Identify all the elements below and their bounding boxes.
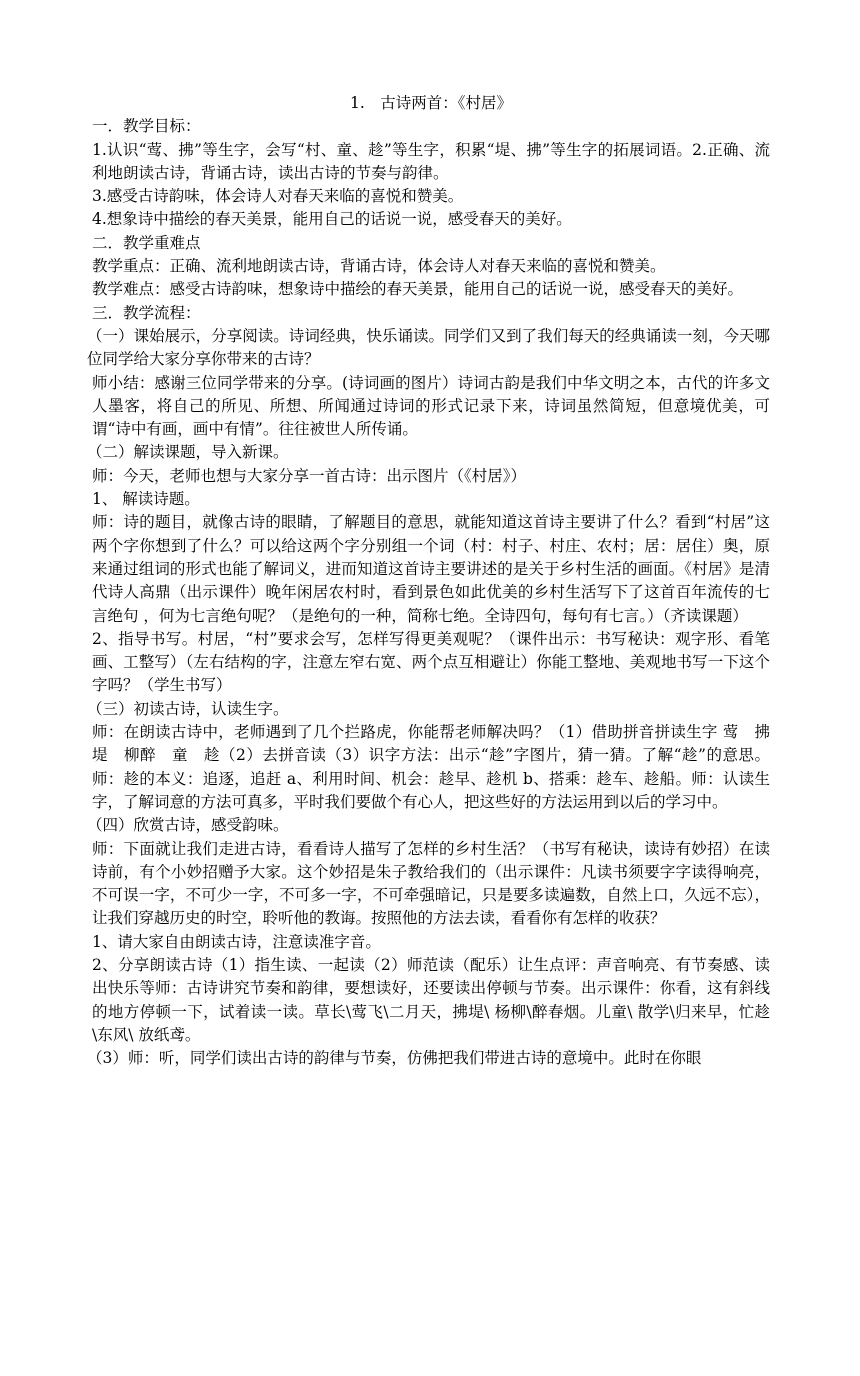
section-heading-goals: 一．教学目标： bbox=[92, 117, 201, 136]
shared-reading-paragraph: 2、分享朗读古诗（1）指生读、一起读（2）师范读（配乐）让生点评：声音响亮、有节奏感、读出快乐等师：古诗讲究节奏和韵律，要想读好，还要读出停顿与节奏。出示课件：你看，这有斜线的地方停顿一下，试着读一读。草长\莺飞\二月天，拂堤\ 杨柳\醉春烟。儿童\ 散学\归来早，忙趁\东风\ 放纸鸢。 bbox=[92, 955, 770, 1044]
poem-appreciation-paragraph: 师：下面就让我们走进古诗，看看诗人描写了怎样的乡村生活？（书写有秘诀，读诗有妙招）在读诗前，有个小妙招赠予大家。这个妙招是朱子教给我们的（出示课件：凡读书须要字字读得响亮，不可误一字，不可少一字，不可多一字，不可牵强暗记，只是要多读遍数，自然上口，久远不忘），让我们穿越历史的时空，聆听他的教诲。按照他的方法去读，看看你有怎样的收获？ bbox=[92, 839, 770, 928]
character-reading-paragraph: 师：在朗读古诗中，老师遇到了几个拦路虎，你能帮老师解决吗？（1）借助拼音拼读生字 莺 拂 堤 柳醉 童 趁（2）去拼音读（3）识字方法：出示“趁”字图片，猜一猜。了解“趁”的意思。师：趁的本义：追逐，追赶 a、利用时间、机会：趁早、趁机 b、搭乘：趁车、趁船。师：认读生字，了解词意的方法可真多，平时我们要做个有心人，把这些好的方法运用到以后的学习中。 bbox=[92, 723, 786, 811]
section-heading-process: 三．教学流程： bbox=[92, 303, 201, 322]
document-page bbox=[87, 92, 786, 1070]
process-step-1: （一）课始展示，分享阅读。诗词经典，快乐诵读。同学们又到了我们每天的经典诵读一刻，今天哪位同学给大家分享你带来的古诗？ bbox=[87, 326, 770, 369]
teacher-summary-paragraph: 师小结：感谢三位同学带来的分享。(诗词画的图片）诗词古韵是我们中华文明之本，古代的许多文人墨客，将自己的所见、所想、所闻通过诗词的形式记录下来，诗词虽然简短，但意境优美，可谓“诗中有画，画中有情”。往往被世人所传诵。 bbox=[92, 373, 770, 439]
process-step-3: （三）初读古诗，认读生字。 bbox=[87, 699, 289, 718]
title-reading-paragraph: 师：诗的题目，就像古诗的眼睛，了解题目的意思，就能知道这首诗主要讲了什么？看到“村居”这两个字你想到了什么？可以给这两个字分别组一个词（村：村子、村庄、农村；居：居住）奥，原来通过组词的形式也能了解词义，进而知道这首诗主要讲述的是关于乡村生活的画面。《村居》是清代诗人高鼎（出示课件）晚年闲居农村时，看到景色如此优美的乡村生活写下了这首百年流传的七言绝句 ，何为七言绝句呢？（是绝句的一种，简称七绝。全诗四句，每句有七言。）（齐读课题） bbox=[92, 513, 770, 625]
difficulty-paragraph: 教学难点：感受古诗韵味，想象诗中描绘的春天美景，能用自己的话说一说，感受春天的美好。 bbox=[92, 280, 744, 299]
section-heading-key-points: 二．教学重难点 bbox=[92, 233, 201, 252]
rhythm-paragraph: （3）师：听，同学们读出古诗的韵律与节奏，仿佛把我们带进古诗的意境中。此时在你眼 bbox=[87, 1049, 702, 1068]
goal-item-3: 3.感受古诗韵味，体会诗人对春天来临的喜悦和赞美。 bbox=[92, 187, 464, 206]
teacher-intro-paragraph: 师：今天，老师也想与大家分享一首古诗：出示图片（《村居》） bbox=[92, 466, 527, 485]
goal-item-1-2: 1.认识“莺、拂”等生字，会写“村、童、趁”等生字，积累“堤、拂”等生字的拓展词语。2.正确、流利地朗读古诗，背诵古诗，读出古诗的节奏与韵律。 bbox=[92, 140, 770, 182]
lesson-title: 1. 古诗两首：《村居》 bbox=[349, 94, 513, 112]
writing-guidance-paragraph: 2、指导书写。村居，“村”要求会写，怎样写得更美观呢？（课件出示：书写秘诀：观字形、看笔画、工整写）（左右结构的字，注意左窄右宽、两个点互相避让）你能工整地、美观地书写一下这个字吗？（学生书写） bbox=[92, 629, 770, 695]
free-reading-paragraph: 1、请大家自由朗读古诗，注意读准字音。 bbox=[92, 932, 381, 951]
process-step-4: （四）欣赏古诗，感受韵味。 bbox=[87, 816, 289, 835]
process-step-2: （二）解读课题，导入新课。 bbox=[87, 443, 289, 462]
goal-item-4: 4.想象诗中描绘的春天美景，能用自己的话说一说，感受春天的美好。 bbox=[92, 210, 572, 229]
sub-step-title-reading: 1、 解读诗题。 bbox=[92, 490, 200, 509]
key-point-paragraph: 教学重点：正确、流利地朗读古诗，背诵古诗，体会诗人对春天来临的喜悦和赞美。 bbox=[92, 257, 666, 276]
